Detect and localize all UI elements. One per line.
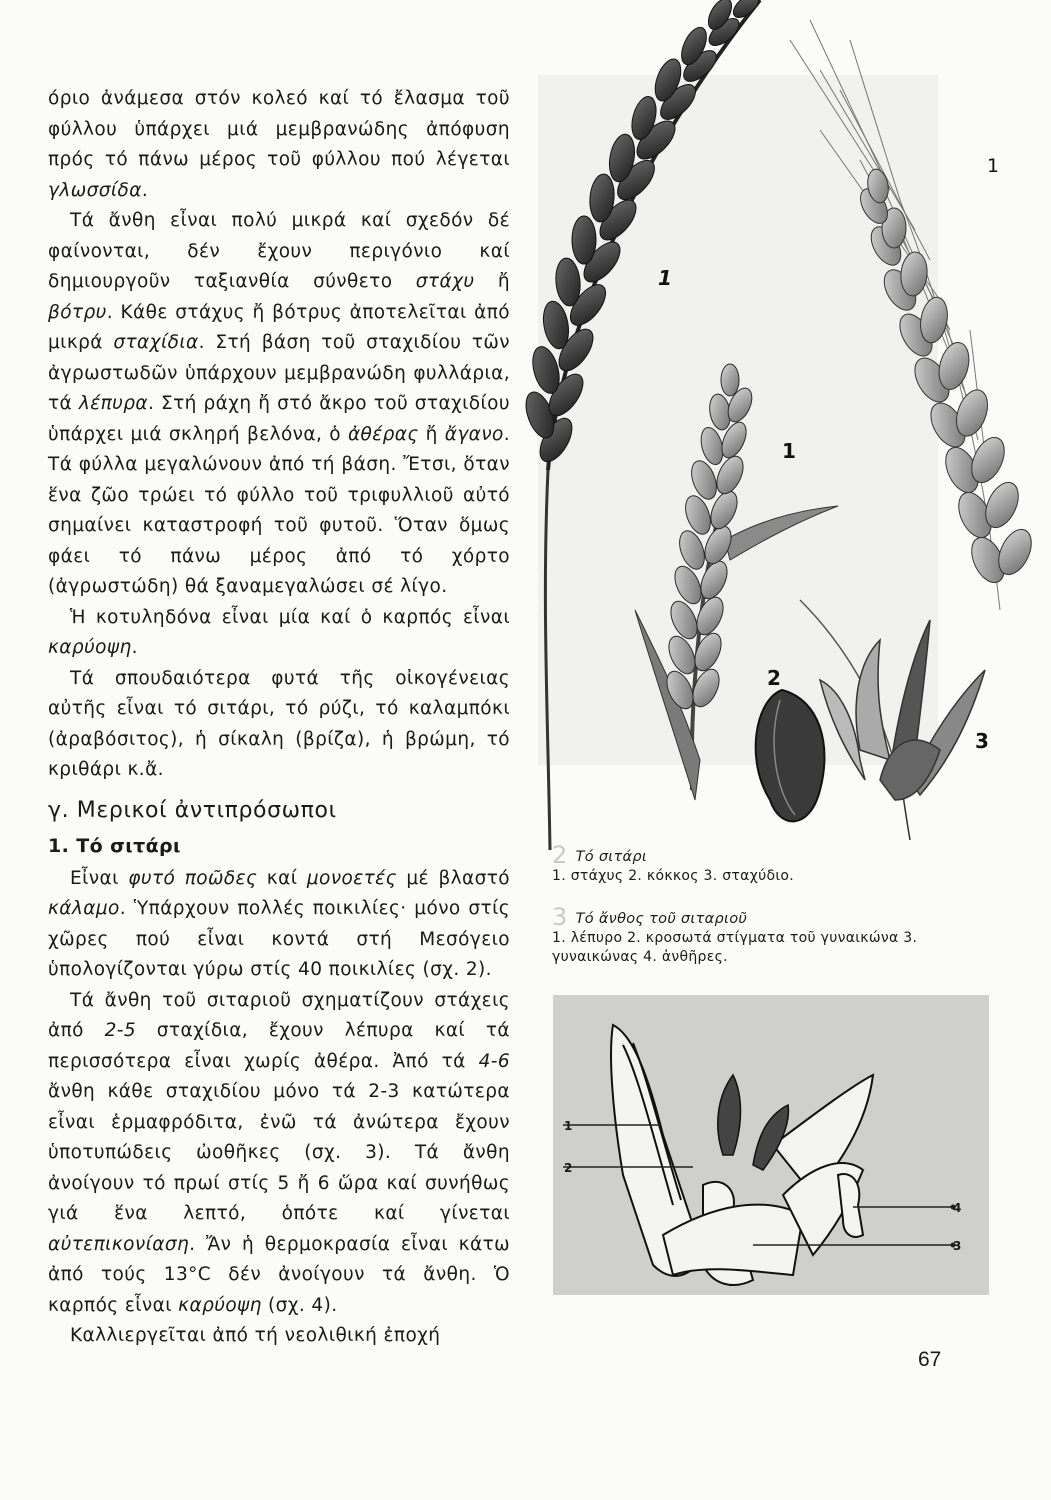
figure-3-caption (552, 903, 992, 967)
paragraph-4: Τά σπουδαιότερα φυτά τῆς οἰκογένειας αὐτῆς εἶναι τό σιτάρι, τό ρύζι, τό καλαμπόκι (ἀραβόσιτος), ἡ σίκαλη (βρίζα), ἡ βρώμη, τό κριθάρι κ.ἄ. (48, 667, 510, 780)
figure-2-title: Τό σιτάρι (575, 849, 648, 865)
paragraph-7: Καλλιεργεῖται ἀπό τή νεολιθική ἐποχή (70, 1325, 441, 1346)
page-number: 67 (918, 1348, 942, 1371)
text-column (48, 84, 510, 1352)
paragraph-6: Τά ἄνθη τοῦ σιταριοῦ σχηματίζουν στάχεις ἀπό 2-5 σταχίδια, ἔχουν λέπυρα καί τά περισσότερα εἶναι χωρίς ἀθέρα. Ἀπό τά 4-6 ἄνθη κάθε σταχιδίου μόνο τά 2-3 κατώτερα εἶναι ἑρμαφρόδιτα, ἐνῶ τά ἀνώτερα ἔχουν ὑποτυπώδεις ὠοθῆκες (σχ. 3). Τά ἄνθη ἀνοίγουν τό πρωί στίς 5 ἤ 6 ὥρα καί συνήθως γιά ἕνα λεπτό, ὁπότε καί γίνεται αὐτεπικονίαση. Ἄν ἡ θερμοκρασία εἶναι κάτω ἀπό τούς 13°C δέν ἀνοίγουν τά ἄνθη. Ὁ καρπός εἶναι καρύοψη (σχ. 4). (48, 989, 510, 1316)
paragraph-1: όριο ἀνάμεσα στόν κολεό καί τό ἔλασμα τοῦ φύλλου ὑπάρχει μιά μεμβρανώδης ἀπόφυση πρός τό πάνω μέρος τοῦ φύλλου πού λέγεται γλωσσίδα. (48, 88, 510, 201)
paragraph-2: Τά ἄνθη εἶναι πολύ μικρά καί σχεδόν δέ φαίνονται, δέν ἔχουν περιγόνιο καί δημιουργοῦν ταξιανθία σύνθετο στάχυ ἤ βότρυ. Κάθε στάχυς ἤ βότρυς ἀποτελεῖται ἀπό μικρά σταχίδια. Στή βάση τοῦ σταχιδίου τῶν ἀγρωστωδῶν ὑπάρχουν μεμβρανώδη φυλλάρια, τά λέπυρα. Στή ράχη ἤ στό ἄκρο τοῦ σταχιδίου ὑπάρχει μιά σκληρή βελόνα, ὁ ἀθέρας ἤ ἄγανο. Τά φύλλα μεγαλώνουν ἀπό τή βάση. Ἔτσι, ὅταν ἕνα ζῶο τρώει τό φύλλο τοῦ τριφυλλιοῦ αὐτό σημαίνει καταστροφή τοῦ φυτοῦ. Ὅταν ὅμως φάει τό πάνω μέρος ἀπό τό χόρτο (ἀγρωστώδη) θά ξαναμεγαλώσει σέ λίγο. (48, 210, 511, 597)
label-2-kernel: 2 (767, 666, 781, 690)
figure-3-legend: 1. λέπυρο 2. κροσωτά στίγματα τοῦ γυναικώνα 3. γυναικώνας 4. ἀνθῆρες. (552, 930, 918, 965)
paragraph-5: Εἶναι φυτό ποῶδες καί μονοετές μέ βλαστό κάλαμο. Ὑπάρχουν πολλές ποικιλίες· μόνο στίς χῶρες πού εἶναι κοντά στή Μεσόγειο ὑπολογίζονται γύρω στίς 40 ποικιλίες (σχ. 2). (48, 867, 510, 980)
flower-label-3: 3 (953, 1239, 962, 1253)
figure-2-legend: 1. στάχυς 2. κόκκος 3. σταχύδιο. (552, 868, 794, 884)
subsection-heading: 1. Τό σιτάρι (48, 834, 181, 857)
figure-3-number: 3 (552, 903, 568, 931)
label-1-middle-ear: 1 (782, 439, 796, 463)
label-3-spikelet: 3 (975, 729, 989, 753)
figure-2-number: 2 (552, 841, 568, 869)
label-1-dark-ear: 1 (658, 266, 672, 290)
paragraph-3: Ἡ κοτυληδόνα εἶναι μία καί ὁ καρπός εἶναι καρύοψη. (48, 606, 510, 658)
flower-drawing (553, 995, 989, 1295)
section-heading: γ. Μερικοί ἀντιπρόσωποι (48, 797, 337, 823)
wheat-flower-diagram (553, 995, 989, 1295)
flower-label-2: 2 (564, 1161, 573, 1175)
flower-label-4: 4 (953, 1201, 962, 1215)
label-1-bearded-ear: 1 (987, 155, 1000, 177)
figure-2-caption (552, 841, 992, 886)
flower-label-1: 1 (564, 1119, 573, 1133)
wheat-illustration (520, 0, 1051, 850)
figure-3-title: Τό ἄνθος τοῦ σιταριοῦ (575, 911, 748, 927)
